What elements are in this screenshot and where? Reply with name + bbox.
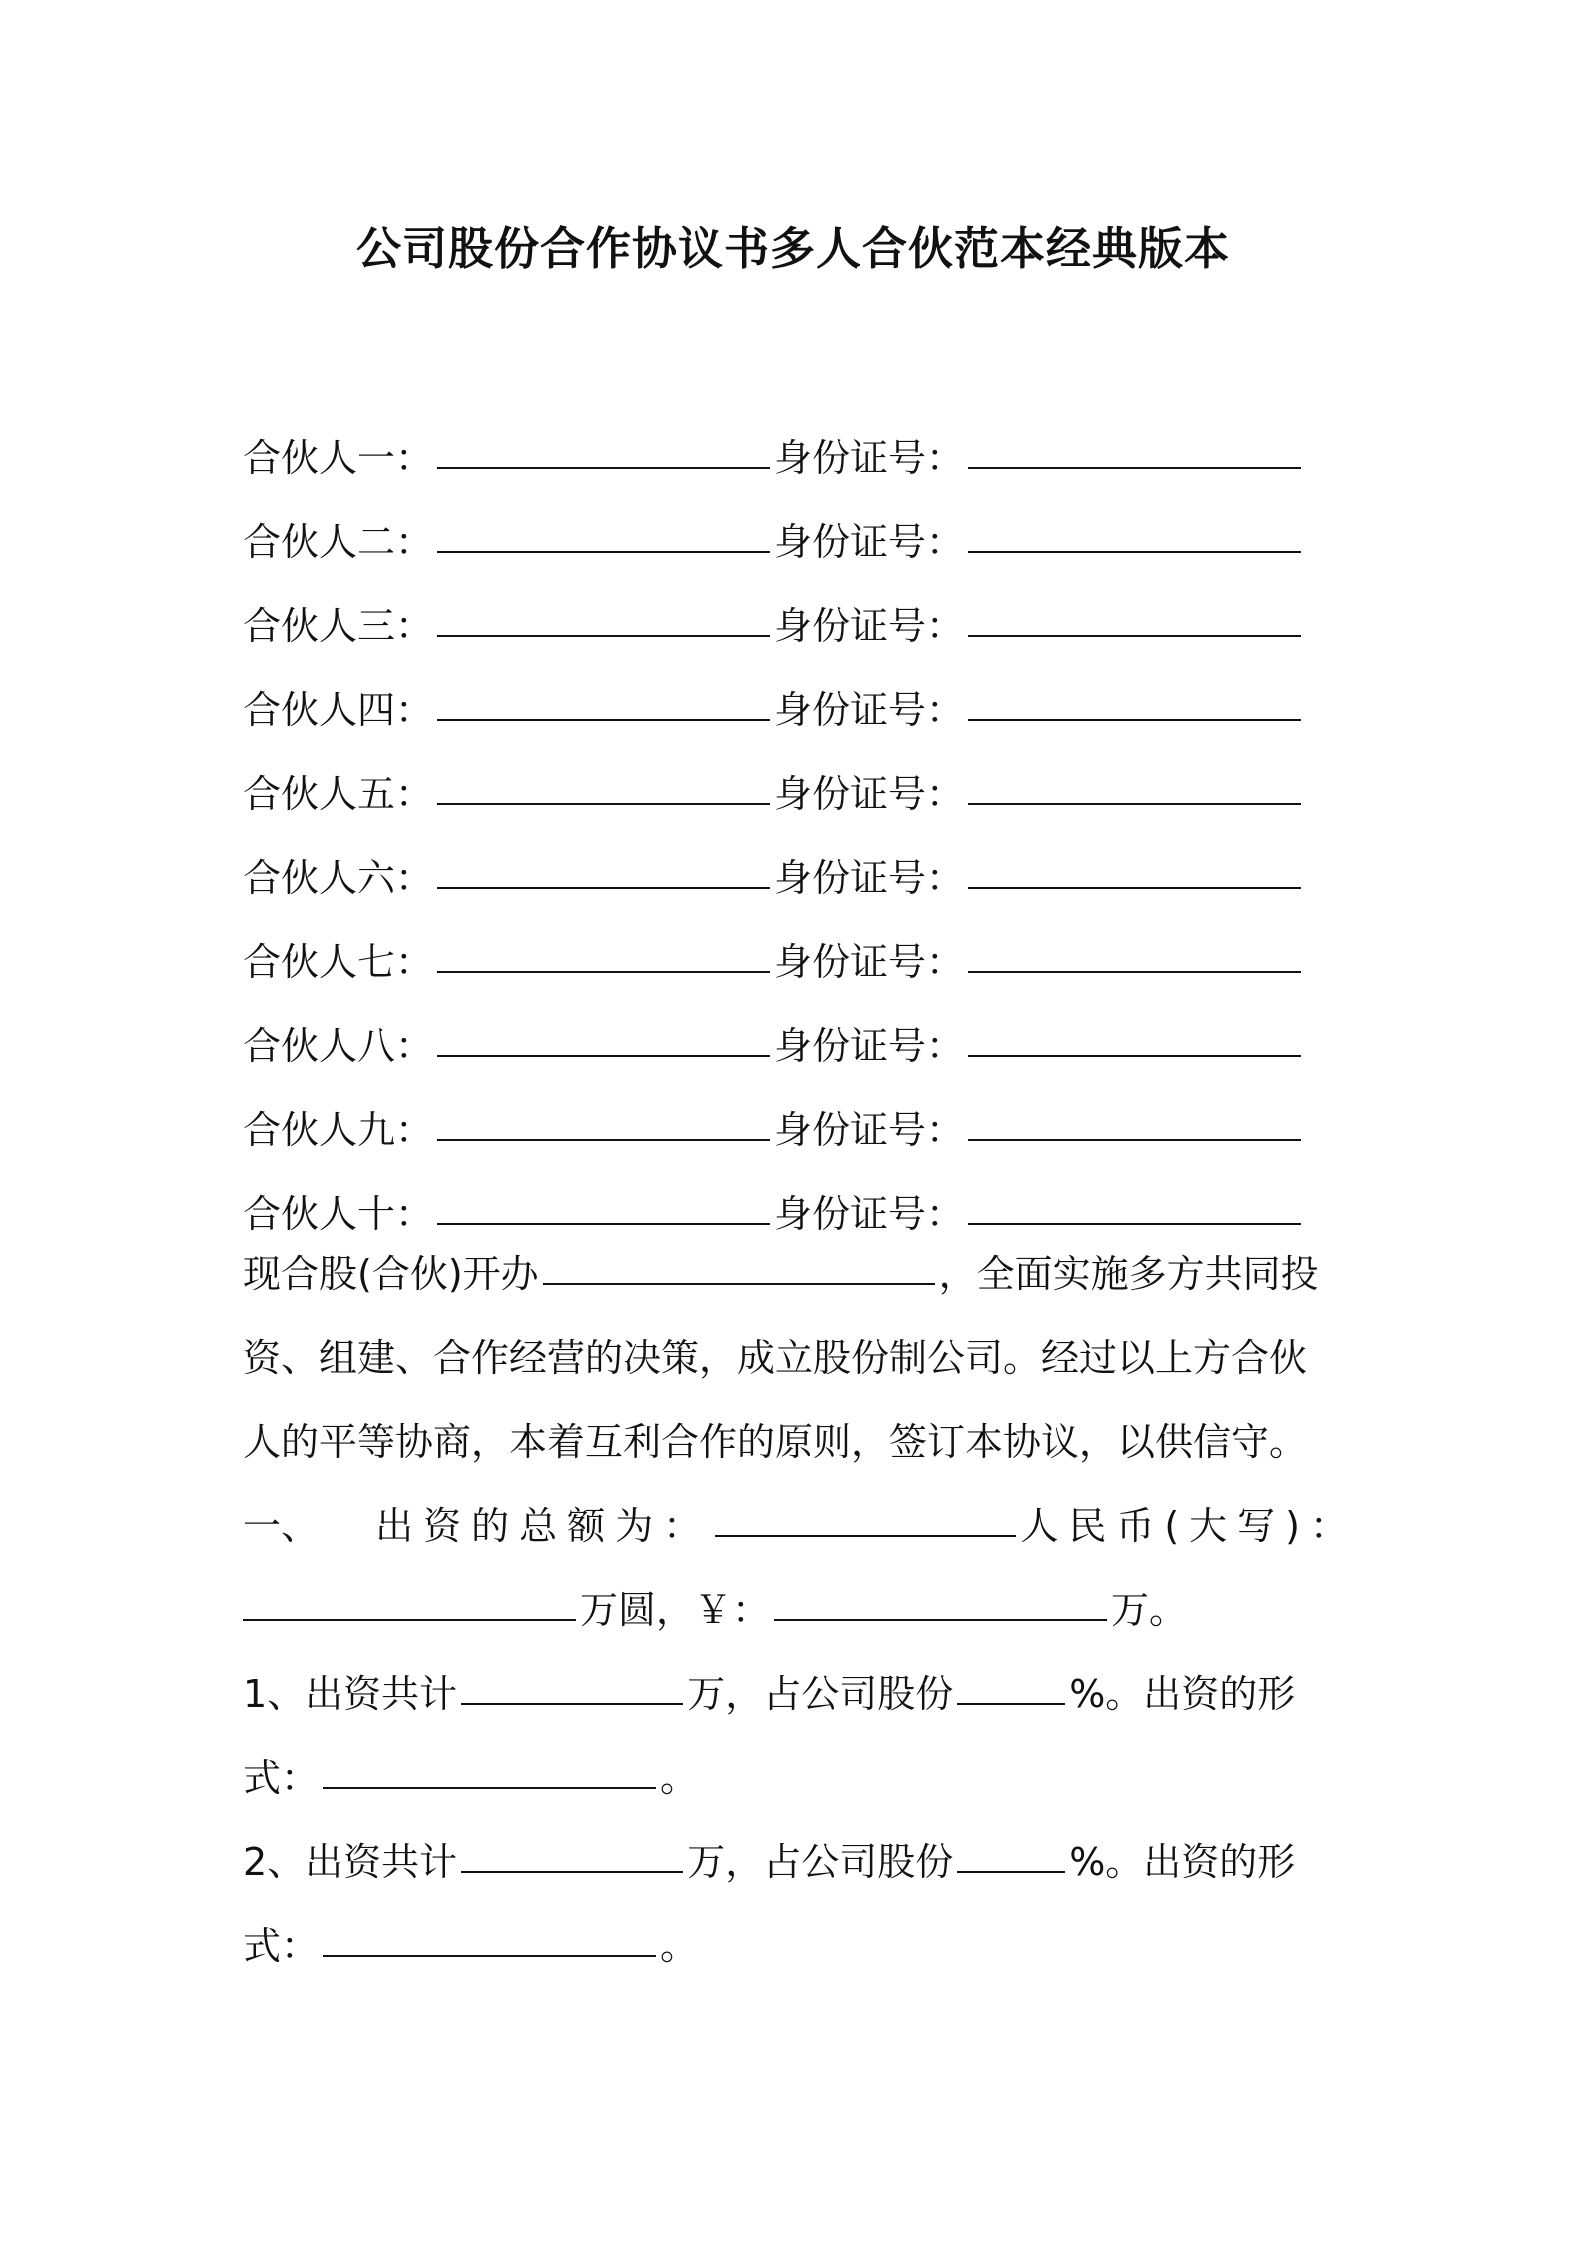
partner-name-blank — [437, 607, 770, 637]
partner-name-blank — [437, 691, 770, 721]
id-number-blank — [968, 439, 1301, 469]
partner-row — [243, 1000, 1363, 1084]
id-label: 身份证号： — [774, 687, 965, 732]
contribution-line — [243, 1648, 1358, 1732]
id-label: 身份证号： — [774, 435, 965, 480]
company-name-blank — [543, 1255, 935, 1285]
partner-label: 合伙人七： — [243, 939, 434, 984]
contribution-form-line — [243, 1900, 1358, 1984]
partner-name-blank — [437, 943, 770, 973]
partner-label: 合伙人二： — [243, 519, 434, 564]
id-label: 身份证号： — [774, 519, 965, 564]
form-end: 。 — [660, 1755, 699, 1800]
contribution-prefix: 1、出资共计 — [243, 1671, 458, 1716]
partner-label: 合伙人一： — [243, 435, 434, 480]
partner-label: 合伙人九： — [243, 1107, 434, 1152]
contribution-amount-blank — [461, 1675, 683, 1705]
intro-line2: 资、组建、合作经营的决策，成立股份制公司。经过以上方合伙 — [243, 1335, 1308, 1380]
partner-name-blank — [437, 1027, 770, 1057]
partner-name-blank — [437, 1195, 770, 1225]
id-number-blank — [968, 859, 1301, 889]
id-label: 身份证号： — [774, 1191, 965, 1236]
id-number-blank — [968, 607, 1301, 637]
contribution-pct: %。出资的形 — [1069, 1671, 1296, 1716]
contribution-pct: %。出资的形 — [1069, 1839, 1296, 1884]
contribution-mid: 万，占公司股份 — [687, 1839, 954, 1884]
form-blank — [323, 1759, 656, 1789]
form-blank — [323, 1927, 656, 1957]
total-amount-blank — [715, 1507, 1016, 1537]
id-number-blank — [968, 523, 1301, 553]
partner-label: 合伙人六： — [243, 855, 434, 900]
share-percent-blank — [957, 1843, 1065, 1873]
partner-name-blank — [437, 523, 770, 553]
intro-line1-start: 现合股(合伙)开办 — [243, 1251, 539, 1296]
intro-line1-end: ，全面实施多方共同投 — [938, 1251, 1319, 1296]
wanyuan-label: 万圆，￥： — [580, 1587, 771, 1632]
form-label: 式： — [243, 1923, 320, 1968]
intro-line3: 人的平等协商，本着互利合作的原则，签订本协议，以供信守。 — [243, 1419, 1308, 1464]
id-label: 身份证号： — [774, 603, 965, 648]
partner-name-blank — [437, 775, 770, 805]
partner-row — [243, 664, 1363, 748]
agreement-body — [243, 1228, 1358, 1984]
id-number-blank — [968, 1027, 1301, 1057]
id-label: 身份证号： — [774, 939, 965, 984]
contribution-prefix: 2、出资共计 — [243, 1839, 458, 1884]
id-label: 身份证号： — [774, 1107, 965, 1152]
partner-row — [243, 916, 1363, 1000]
id-label: 身份证号： — [774, 855, 965, 900]
form-end: 。 — [660, 1923, 699, 1968]
rmb-label: 人民币(大写)： — [1020, 1503, 1358, 1548]
total-investment-label: 出资的总额为： — [375, 1503, 712, 1548]
partner-row — [243, 1084, 1363, 1168]
id-number-blank — [968, 691, 1301, 721]
intro-line — [243, 1396, 1358, 1480]
contribution-line — [243, 1816, 1358, 1900]
id-number-blank — [968, 943, 1301, 973]
wan-end: 万。 — [1111, 1587, 1188, 1632]
intro-line — [243, 1312, 1358, 1396]
partner-label: 合伙人三： — [243, 603, 434, 648]
partner-label: 合伙人八： — [243, 1023, 434, 1068]
partner-row — [243, 580, 1363, 664]
partner-name-blank — [437, 859, 770, 889]
partner-name-blank — [437, 1111, 770, 1141]
partner-label: 合伙人四： — [243, 687, 434, 732]
partner-label: 合伙人十： — [243, 1191, 434, 1236]
partner-row — [243, 412, 1363, 496]
share-percent-blank — [957, 1675, 1065, 1705]
partner-row — [243, 748, 1363, 832]
partner-row — [243, 496, 1363, 580]
amount-words-blank — [243, 1591, 576, 1621]
amount-line — [243, 1564, 1358, 1648]
partner-row — [243, 832, 1363, 916]
id-label: 身份证号： — [774, 771, 965, 816]
intro-line — [243, 1228, 1358, 1312]
section-number: 一、 — [243, 1503, 320, 1548]
document-title: 公司股份合作协议书多人合伙范本经典版本 — [355, 222, 1230, 275]
contribution-amount-blank — [461, 1843, 683, 1873]
id-label: 身份证号： — [774, 1023, 965, 1068]
partner-label: 合伙人五： — [243, 771, 434, 816]
amount-figure-blank — [774, 1591, 1107, 1621]
id-number-blank — [968, 1195, 1301, 1225]
contribution-mid: 万，占公司股份 — [687, 1671, 954, 1716]
section-heading-line — [243, 1480, 1358, 1564]
partner-name-blank — [437, 439, 770, 469]
id-number-blank — [968, 1111, 1301, 1141]
form-label: 式： — [243, 1755, 320, 1800]
partner-list — [243, 412, 1363, 1252]
contribution-form-line — [243, 1732, 1358, 1816]
id-number-blank — [968, 775, 1301, 805]
